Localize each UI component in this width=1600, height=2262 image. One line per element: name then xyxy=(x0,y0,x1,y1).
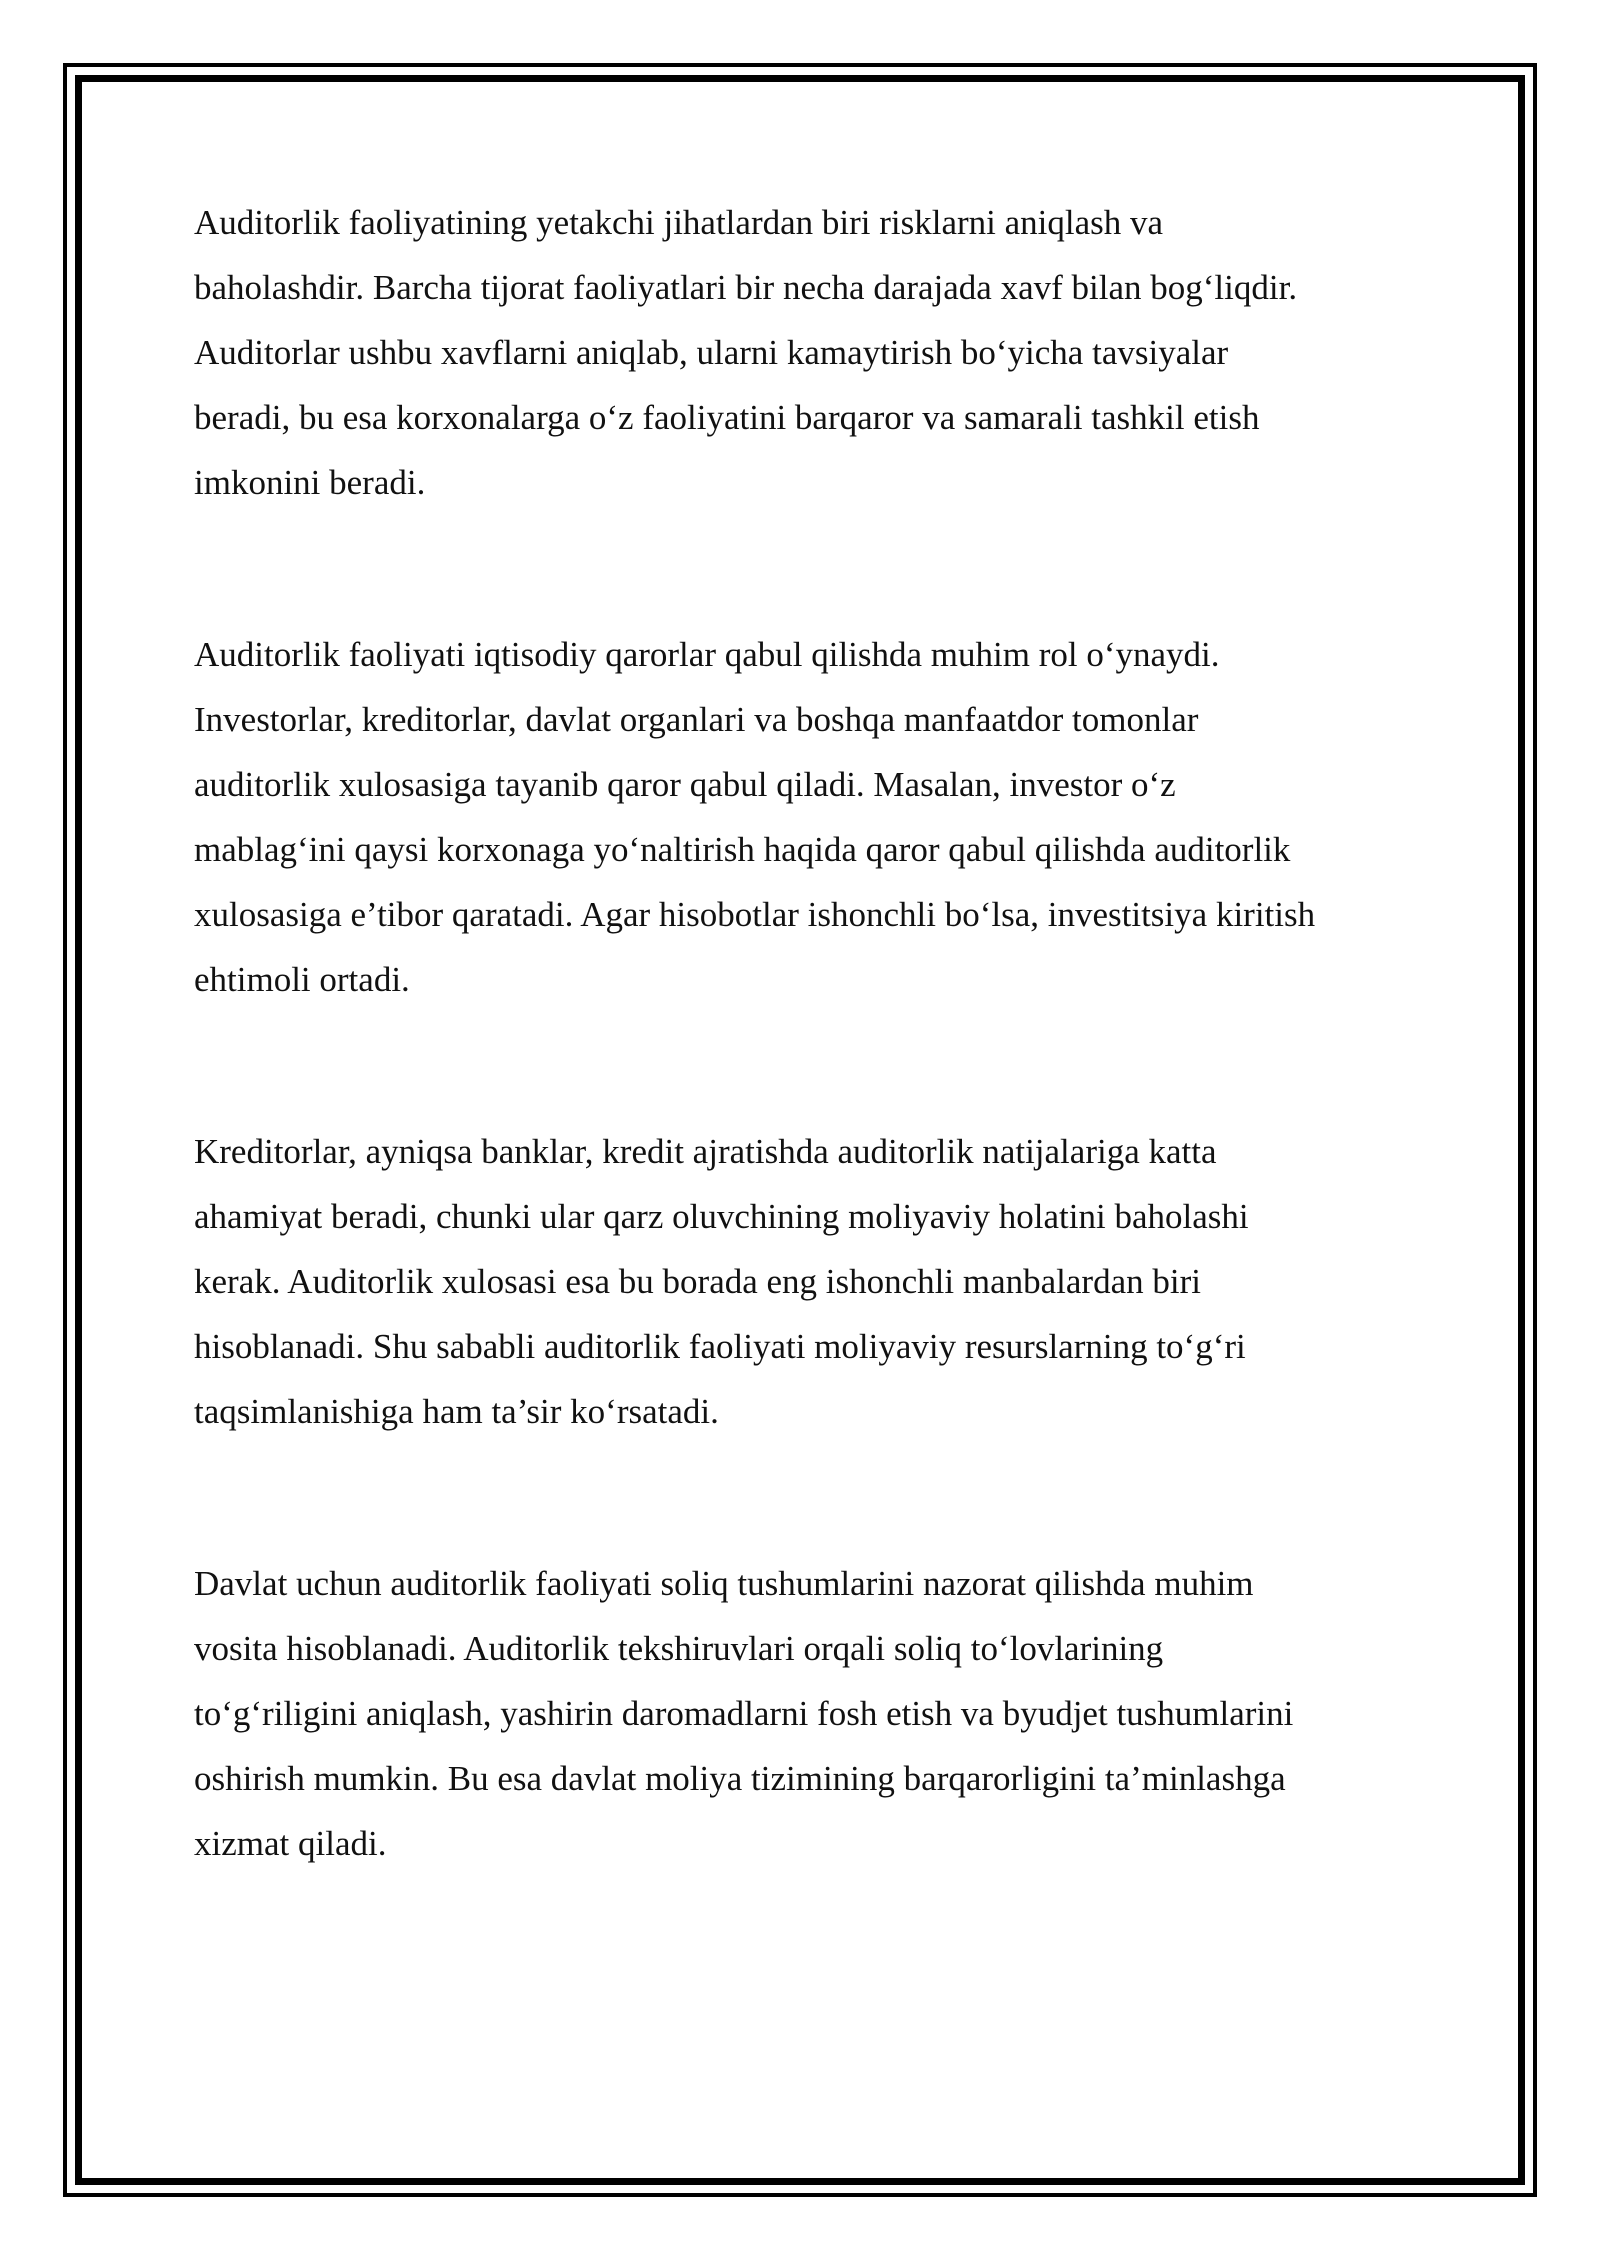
paragraph-risk-assessment: Auditorlik faoliyatining yetakchi jihatlardan biri risklarni aniqlash va baholashdir. Barcha tijorat faoliyatlari bir necha darajada xavf bilan bog‘liqdir. Auditorlar ushbu xavflarni aniqlab, ularni kamaytirish bo‘yicha tavsiyalar beradi, bu esa korxonalarga o‘z faoliyatini barqaror va samarali tashkil etish imkonini beradi. xyxy=(194,203,1298,502)
paragraph-creditors: Kreditorlar, ayniqsa banklar, kredit ajratishda auditorlik natijalariga katta ahamiyat beradi, chunki ular qarz oluvchining moliyaviy holatini baholashi kerak. Auditorlik xulosasi esa bu borada eng ishonchli manbalardan biri hisoblanadi. Shu sababli auditorlik faoliyati moliyaviy resurslarning to‘g‘ri taqsimlanishiga ham ta’sir ko‘rsatadi. xyxy=(194,1132,1249,1431)
paragraph-economic-decisions: Auditorlik faoliyati iqtisodiy qarorlar qabul qilishda muhim rol o‘ynaydi. Investorlar, kreditorlar, davlat organlari va boshqa manfaatdor tomonlar auditorlik xulosasiga tayanib qaror qabul qiladi. Masalan, investor o‘z mablag‘ini qaysi korxonaga yo‘naltirish haqida qaror qabul qilishda auditorlik xulosasiga e’tibor qaratadi. Agar hisobotlar ishonchli bo‘lsa, investitsiya kiritish ehtimoli ortadi. xyxy=(194,635,1316,999)
document-body xyxy=(194,190,1434,1983)
paragraph-state-tax-control: Davlat uchun auditorlik faoliyati soliq tushumlarini nazorat qilishda muhim vosita hisoblanadi. Auditorlik tekshiruvlari orqali soliq to‘lovlarining to‘g‘riligini aniqlash, yashirin daromadlarni fosh etish va byudjet tushumlarini oshirish mumkin. Bu esa davlat moliya tizimining barqarorligini ta’minlashga xizmat qiladi. xyxy=(194,1564,1294,1863)
